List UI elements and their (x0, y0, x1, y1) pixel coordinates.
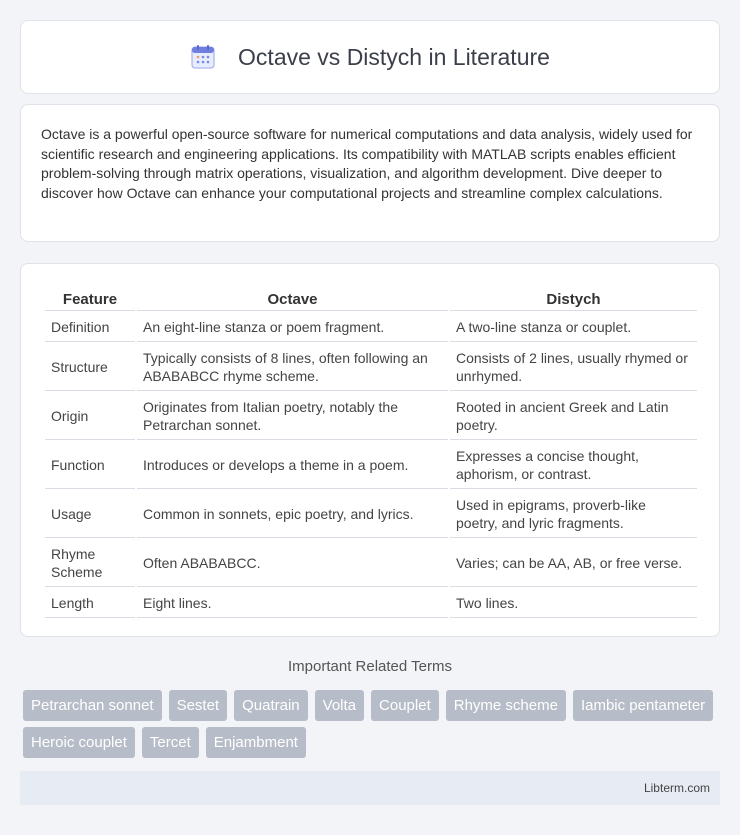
feature-cell: Origin (45, 393, 135, 440)
table-row (45, 491, 697, 538)
tag-quatrain[interactable]: Quatrain (234, 690, 308, 721)
table-row (45, 393, 697, 440)
table-row (45, 344, 697, 391)
octave-cell: Often ABABABCC. (137, 540, 448, 587)
octave-cell: Common in sonnets, epic poetry, and lyrics. (137, 491, 448, 538)
related-terms-heading: Important Related Terms (288, 658, 452, 675)
tag-heroic-couplet[interactable]: Heroic couplet (23, 727, 135, 758)
distych-cell: Used in epigrams, proverb-like poetry, and lyric fragments. (450, 491, 697, 538)
tag-iambic-pentameter[interactable]: Iambic pentameter (573, 690, 713, 721)
distych-cell: Rooted in ancient Greek and Latin poetry. (450, 393, 697, 440)
footer-bar (20, 771, 720, 805)
table-row (45, 540, 697, 587)
table-header-row (45, 286, 697, 311)
feature-cell: Rhyme Scheme (45, 540, 135, 587)
footer-site-link[interactable]: Libterm.com (643, 781, 710, 795)
feature-cell: Function (45, 442, 135, 489)
distych-cell: Two lines. (450, 589, 697, 618)
distych-cell: Expresses a concise thought, aphorism, or contrast. (450, 442, 697, 489)
distych-cell: A two-line stanza or couplet. (450, 313, 697, 342)
table-row (45, 442, 697, 489)
header-card (20, 20, 720, 94)
column-header-feature: Feature (45, 286, 135, 311)
octave-cell: Introduces or develops a theme in a poem. (137, 442, 448, 489)
octave-cell: Eight lines. (137, 589, 448, 618)
related-terms-list (23, 690, 723, 758)
octave-cell: An eight-line stanza or poem fragment. (137, 313, 448, 342)
table-row (45, 589, 697, 618)
feature-cell: Definition (45, 313, 135, 342)
comparison-card (20, 263, 720, 637)
octave-cell: Typically consists of 8 lines, often following an ABABABCC rhyme scheme. (137, 344, 448, 391)
feature-cell: Length (45, 589, 135, 618)
tag-tercet[interactable]: Tercet (142, 727, 199, 758)
tag-sestet[interactable]: Sestet (169, 690, 228, 721)
column-header-octave: Octave (137, 286, 448, 311)
distych-cell: Varies; can be AA, AB, or free verse. (450, 540, 697, 587)
table-row (45, 313, 697, 342)
tag-rhyme-scheme[interactable]: Rhyme scheme (446, 690, 566, 721)
page-title: Octave vs Distych in Literature (238, 43, 550, 70)
feature-cell: Structure (45, 344, 135, 391)
octave-cell: Originates from Italian poetry, notably the Petrarchan sonnet. (137, 393, 448, 440)
distych-cell: Consists of 2 lines, usually rhymed or unrhymed. (450, 344, 697, 391)
tag-couplet[interactable]: Couplet (371, 690, 439, 721)
intro-text: Octave is a powerful open-source software for numerical computations and data analysis, widely used for scientific research and engineering applications. Its compatibility with MATLAB scripts enables efficient problem-solving through matrix operations, visualization, and algorithm development. Dive deeper to discover how Octave can enhance your computational projects and streamline complex calculations. (41, 126, 693, 201)
calendar-icon (190, 44, 216, 70)
feature-cell: Usage (45, 491, 135, 538)
tag-petrarchan-sonnet[interactable]: Petrarchan sonnet (23, 690, 162, 721)
tag-volta[interactable]: Volta (315, 690, 364, 721)
comparison-table (43, 284, 699, 620)
column-header-distych: Distych (450, 286, 697, 311)
tag-enjambment[interactable]: Enjambment (206, 727, 306, 758)
intro-card (20, 104, 720, 242)
